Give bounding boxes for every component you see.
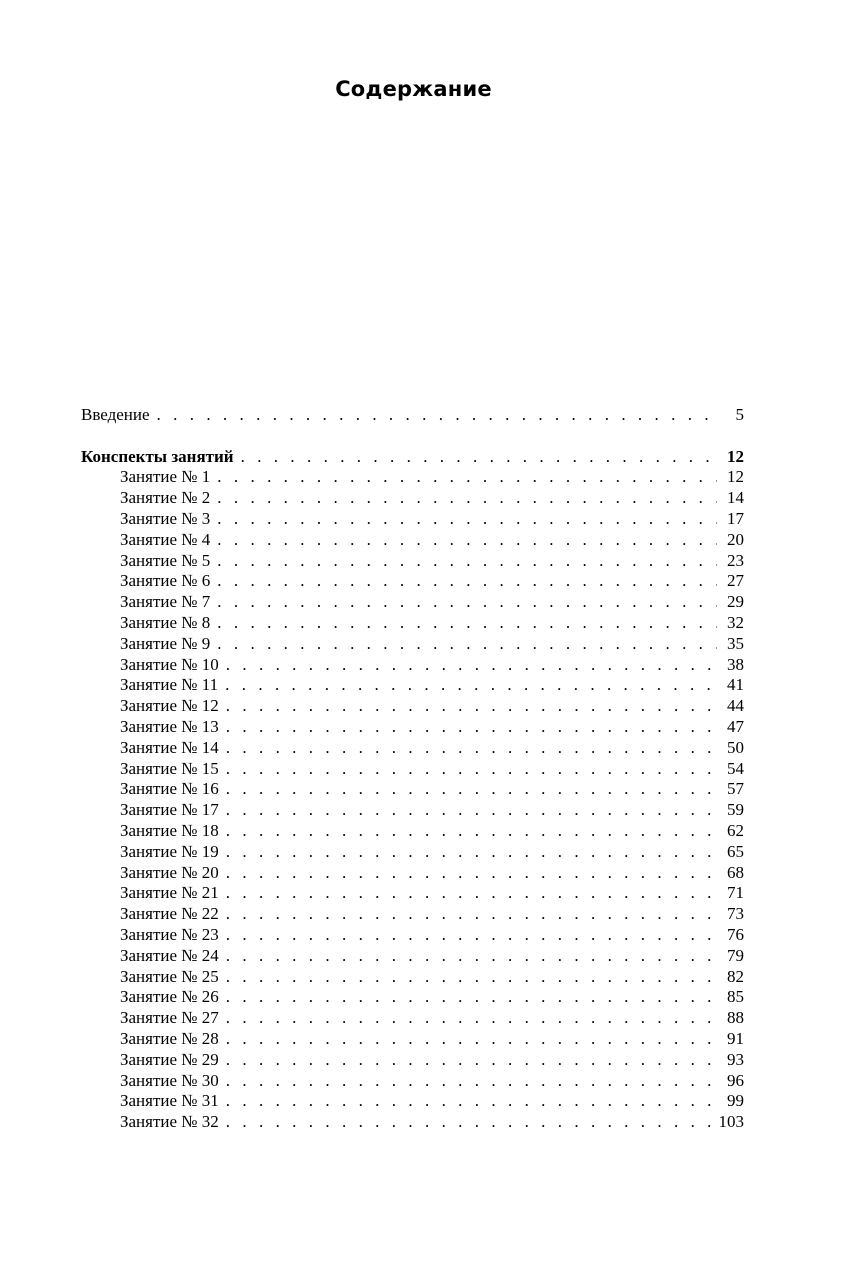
dot-leader (217, 592, 717, 613)
toc-page-number: 32 (727, 612, 744, 632)
dot-leader (217, 467, 717, 488)
toc-page-number: 57 (727, 779, 744, 799)
page-title: Содержание (335, 77, 492, 101)
dot-leader (226, 987, 717, 1008)
dot-leader (226, 1112, 714, 1133)
toc-entry-lesson[interactable] (81, 1050, 744, 1071)
toc-entry-lesson[interactable] (81, 571, 744, 592)
toc-page-number: 44 (727, 696, 744, 716)
dot-leader (226, 696, 717, 717)
toc-page-number: 47 (727, 716, 744, 736)
toc-entry-label: Занятие № 27 (120, 1008, 219, 1028)
toc-entry-lesson[interactable] (81, 738, 744, 759)
toc-entry-label: Занятие № 4 (120, 529, 211, 549)
toc-entry-lesson[interactable] (81, 946, 744, 967)
toc-entry-label: Занятие № 1 (120, 467, 211, 487)
dot-leader (217, 551, 717, 572)
toc-page-number: 14 (727, 488, 744, 508)
dot-leader (226, 1091, 717, 1112)
lesson-list (81, 467, 744, 1133)
dot-leader (226, 717, 717, 738)
dot-leader (226, 738, 717, 759)
toc-entry-label: Занятие № 21 (120, 883, 219, 903)
toc-entry-lesson[interactable] (81, 696, 744, 717)
toc-page-number: 12 (727, 446, 744, 466)
dot-leader (226, 1050, 717, 1071)
table-of-contents (81, 405, 744, 1133)
toc-entry-lesson[interactable] (81, 1029, 744, 1050)
toc-page-number: 99 (727, 1091, 744, 1111)
dot-leader (226, 759, 717, 780)
dot-leader (226, 821, 717, 842)
toc-entry-lesson[interactable] (81, 1071, 744, 1092)
dot-leader (217, 634, 717, 655)
toc-entry-label: Занятие № 6 (120, 571, 211, 591)
toc-page-number: 17 (727, 508, 744, 528)
toc-page-number: 35 (727, 633, 744, 653)
toc-entry-lesson[interactable] (81, 759, 744, 780)
toc-entry-lesson[interactable] (81, 655, 744, 676)
toc-entry-label: Занятие № 9 (120, 633, 211, 653)
toc-entry-label: Занятие № 13 (120, 716, 219, 736)
toc-entry-lesson[interactable] (81, 530, 744, 551)
toc-page-number: 27 (727, 571, 744, 591)
toc-page-number: 38 (727, 654, 744, 674)
toc-entry-lesson[interactable] (81, 717, 744, 738)
toc-entry-label: Занятие № 29 (120, 1049, 219, 1069)
dot-leader (217, 530, 717, 551)
dot-leader (217, 613, 717, 634)
dot-leader (226, 1008, 717, 1029)
toc-entry-lesson[interactable] (81, 821, 744, 842)
toc-entry-lesson[interactable] (81, 987, 744, 1008)
dot-leader (226, 842, 717, 863)
dot-leader (225, 675, 717, 696)
toc-entry-label: Занятие № 17 (120, 800, 219, 820)
toc-page-number: 65 (727, 841, 744, 861)
toc-entry-label: Занятие № 14 (120, 737, 219, 757)
dot-leader (226, 800, 717, 821)
toc-entry-lesson[interactable] (81, 904, 744, 925)
dot-leader (226, 1029, 717, 1050)
toc-page-number: 5 (735, 405, 744, 424)
toc-entry-label: Занятие № 23 (120, 924, 219, 944)
toc-page-number: 68 (727, 862, 744, 882)
dot-leader (226, 967, 717, 988)
dot-leader (217, 488, 717, 509)
toc-entry-label: Конспекты занятий (81, 446, 234, 466)
dot-leader (226, 863, 717, 884)
toc-page-number: 59 (727, 800, 744, 820)
toc-page-number: 82 (727, 966, 744, 986)
toc-entry-lesson[interactable] (81, 467, 744, 488)
toc-entry-lesson[interactable] (81, 883, 744, 904)
toc-page-number: 73 (727, 904, 744, 924)
toc-entry-lesson[interactable] (81, 863, 744, 884)
toc-entry-lesson[interactable] (81, 967, 744, 988)
toc-entry-lesson[interactable] (81, 779, 744, 800)
toc-page-number: 12 (727, 467, 744, 487)
toc-entry-label: Занятие № 12 (120, 696, 219, 716)
toc-page-number: 88 (727, 1008, 744, 1028)
dot-leader (157, 405, 717, 426)
toc-entry-lesson[interactable] (81, 488, 744, 509)
dot-leader (226, 925, 717, 946)
toc-entry-lesson[interactable] (81, 509, 744, 530)
toc-page-number: 62 (727, 820, 744, 840)
toc-entry-lesson[interactable] (81, 551, 744, 572)
toc-entry-label: Занятие № 30 (120, 1070, 219, 1090)
toc-page-number: 96 (727, 1070, 744, 1090)
toc-entry-lesson[interactable] (81, 1112, 744, 1133)
toc-entry-lesson[interactable] (81, 675, 744, 696)
toc-page-number: 79 (727, 945, 744, 965)
dot-leader (226, 779, 717, 800)
toc-entry-lesson[interactable] (81, 613, 744, 634)
toc-entry-lesson[interactable] (81, 592, 744, 613)
dot-leader (217, 509, 717, 530)
toc-entry-lesson[interactable] (81, 1008, 744, 1029)
toc-entry-label: Занятие № 7 (120, 592, 211, 612)
toc-entry-lesson[interactable] (81, 925, 744, 946)
toc-entry-label: Занятие № 18 (120, 820, 219, 840)
toc-entry-label: Занятие № 5 (120, 550, 211, 570)
dot-leader (226, 655, 717, 676)
toc-entry-lesson[interactable] (81, 1091, 744, 1112)
toc-entry-label: Введение (81, 405, 150, 424)
toc-entry-label: Занятие № 26 (120, 987, 219, 1007)
toc-page-number: 71 (727, 883, 744, 903)
toc-page-number: 91 (727, 1028, 744, 1048)
toc-entry-label: Занятие № 3 (120, 508, 211, 528)
toc-entry-label: Занятие № 31 (120, 1091, 219, 1111)
dot-leader (226, 946, 717, 967)
toc-entry-label: Занятие № 10 (120, 654, 219, 674)
toc-entry-lesson[interactable] (81, 634, 744, 655)
toc-entry-label: Занятие № 25 (120, 966, 219, 986)
toc-page-number: 29 (727, 592, 744, 612)
toc-entry-label: Занятие № 2 (120, 488, 211, 508)
toc-entry-lesson[interactable] (81, 800, 744, 821)
toc-page-number: 20 (727, 529, 744, 549)
toc-entry-label: Занятие № 20 (120, 862, 219, 882)
toc-entry-intro[interactable] (81, 405, 744, 426)
toc-entry-label: Занятие № 19 (120, 841, 219, 861)
toc-page-number: 50 (727, 737, 744, 757)
toc-entry-label: Занятие № 24 (120, 945, 219, 965)
toc-entry-label: Занятие № 11 (120, 675, 219, 695)
toc-section-lesson-notes[interactable] (81, 447, 744, 468)
dot-leader (217, 571, 717, 592)
toc-entry-label: Занятие № 16 (120, 779, 219, 799)
dot-leader (226, 883, 717, 904)
toc-page-number: 93 (727, 1049, 744, 1069)
dot-leader (241, 447, 717, 468)
toc-page-number: 54 (727, 758, 744, 778)
dot-leader (226, 1071, 717, 1092)
dot-leader (226, 904, 717, 925)
toc-entry-label: Занятие № 8 (120, 612, 211, 632)
toc-entry-label: Занятие № 28 (120, 1028, 219, 1048)
toc-page-number: 23 (727, 550, 744, 570)
toc-page-number: 41 (727, 675, 744, 695)
toc-entry-label: Занятие № 32 (120, 1112, 219, 1132)
toc-page-number: 85 (727, 987, 744, 1007)
toc-entry-label: Занятие № 22 (120, 904, 219, 924)
toc-page-number: 76 (727, 924, 744, 944)
toc-entry-lesson[interactable] (81, 842, 744, 863)
toc-page-number: 103 (718, 1112, 744, 1132)
toc-entry-label: Занятие № 15 (120, 758, 219, 778)
